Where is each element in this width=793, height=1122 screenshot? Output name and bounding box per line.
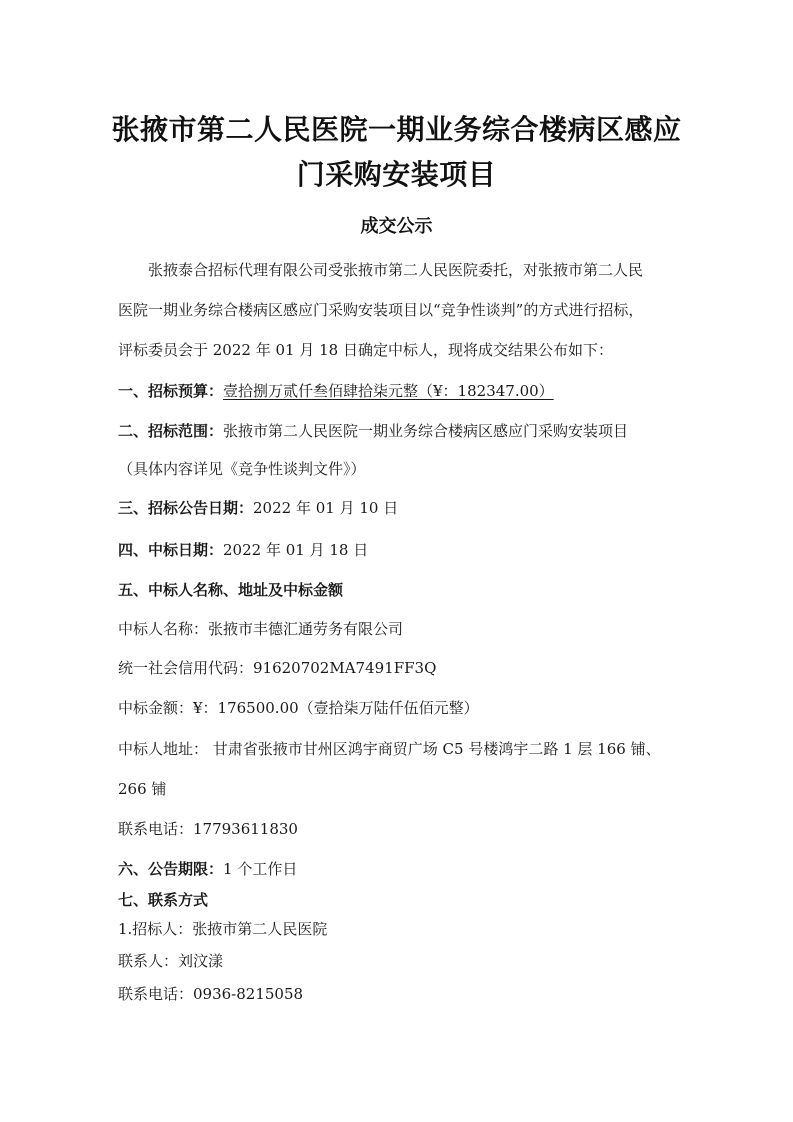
budget-label: 一、招标预算：: [118, 382, 224, 400]
document-title-line-2: 门采购安装项目: [296, 158, 497, 191]
winner-name: 中标人名称：张掖市丰德汇通劳务有限公司: [118, 620, 404, 638]
intro-line-2: 医院一期业务综合楼病区感应门采购安装项目以“竞争性谈判”的方式进行招标，: [118, 301, 644, 319]
period-value: 1 个工作日: [223, 860, 298, 878]
winner-heading: 五、中标人名称、地址及中标金额: [118, 581, 344, 599]
budget-value: 壹拾捌万贰仟叁佰肆拾柒元整（¥：182347.00）: [223, 382, 554, 400]
award-date-label: 四、中标日期：: [118, 541, 224, 559]
contact-tenderer: 1.招标人：张掖市第二人民医院: [118, 920, 328, 938]
period-row: [118, 859, 297, 879]
announce-date-row: [118, 498, 398, 518]
announce-date-label: 三、招标公告日期：: [118, 499, 254, 517]
period-label: 六、公告期限：: [118, 860, 224, 878]
award-date-row: [118, 540, 368, 560]
budget-row: [118, 381, 554, 401]
contact-heading: 七、联系方式: [118, 891, 209, 909]
winner-amount: 中标金额：¥：176500.00（壹拾柒万陆仟伍佰元整）: [118, 699, 479, 717]
document-subtitle: 成交公示: [360, 216, 433, 237]
contact-phone: 联系电话：0936-8215058: [118, 985, 304, 1003]
winner-address-line-1: 中标人地址： 甘肃省张掖市甘州区鸿宇商贸广场 C5 号楼鸿宇二路 1 层 166 铺、: [118, 740, 661, 758]
intro-line-1: 张掖泰合招标代理有限公司受张掖市第二人民医院委托，对张掖市第二人民: [148, 261, 644, 279]
announce-date-value: 2022 年 01 月 10 日: [253, 499, 399, 517]
winner-phone: 联系电话：17793611830: [118, 820, 298, 838]
contact-person: 联系人：刘汶漾: [118, 952, 224, 970]
scope-note: （具体内容详见《竞争性谈判文件》）: [118, 460, 366, 478]
award-date-value: 2022 年 01 月 18 日: [223, 541, 369, 559]
intro-line-3: 评标委员会于 2022 年 01 月 18 日确定中标人，现将成交结果公布如下：: [118, 341, 613, 359]
winner-credit-code: 统一社会信用代码：91620702MA7491FF3Q: [118, 659, 437, 677]
scope-row: [118, 421, 628, 441]
scope-label: 二、招标范围：: [118, 422, 224, 440]
scope-value: 张掖市第二人民医院一期业务综合楼病区感应门采购安装项目: [223, 422, 629, 440]
winner-address-line-2: 266 铺: [118, 780, 167, 798]
document-title-line-1: 张掖市第二人民医院一期业务综合楼病区感应: [111, 113, 682, 146]
